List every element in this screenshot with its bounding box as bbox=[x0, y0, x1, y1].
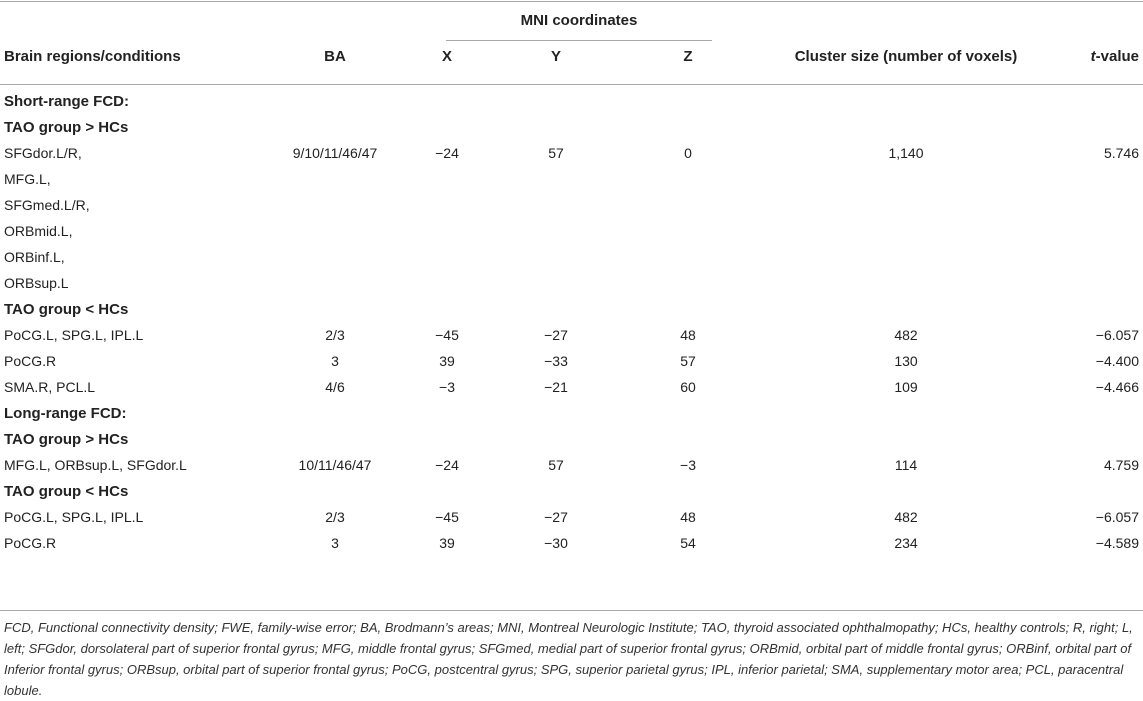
cell-t-value: −4.466 bbox=[1095, 379, 1139, 395]
cell-mni-y: −21 bbox=[544, 379, 568, 395]
cell-t-value: −6.057 bbox=[1095, 509, 1139, 525]
cell-ba: 10/11/46/47 bbox=[298, 457, 372, 473]
cell-region: ORBmid.L, bbox=[4, 223, 73, 239]
header-ba: BA bbox=[324, 48, 346, 65]
cell-region: ORBinf.L, bbox=[4, 249, 65, 265]
header-bottom-rule bbox=[0, 84, 1143, 85]
table-row bbox=[0, 375, 1143, 401]
header-y: Y bbox=[550, 48, 561, 65]
cell-cluster-size: 114 bbox=[894, 457, 918, 473]
section-heading-row bbox=[0, 401, 1143, 427]
table-row bbox=[0, 245, 1143, 271]
cell-cluster-size: 482 bbox=[894, 327, 918, 343]
cell-region: Short-range FCD: bbox=[4, 93, 129, 110]
cell-mni-z: −3 bbox=[680, 457, 696, 473]
cell-mni-x: −3 bbox=[439, 379, 455, 395]
header-t-italic: t bbox=[1090, 48, 1096, 65]
mni-group-rule bbox=[446, 40, 712, 41]
cell-region: TAO group > HCs bbox=[4, 119, 129, 136]
cell-mni-z: 0 bbox=[684, 145, 692, 161]
cell-mni-x: 39 bbox=[439, 535, 455, 551]
cell-ba: 2/3 bbox=[325, 509, 345, 525]
cell-cluster-size: 1,140 bbox=[888, 145, 924, 161]
table-footnote: FCD, Functional connectivity density; FWE, family-wise error; BA, Brodmann’s areas; MNI, Montreal Neurologic Institute; TAO, thyroid associated ophthalmopathy; HCs, healthy controls; R, right; L, left; SFGdor, dorsolateral part of superior frontal gyrus; MFG, middle frontal gyrus; SFGmed, medial part of superior frontal gyrus; ORBmid, orbital part of middle frontal gyrus; ORBinf, orbital part of Inferior frontal gyrus; ORBsup, orbital part of superior frontal gyrus; PoCG, postcentral gyrus; SPG, superior parietal gyrus; IPL, inferior parietal; SMA, supplementary motor area; PCL, paracentral lobule. bbox=[4, 620, 1133, 698]
cell-ba: 9/10/11/46/47 bbox=[292, 145, 378, 161]
cell-mni-z: 48 bbox=[680, 509, 696, 525]
table-top-rule bbox=[0, 1, 1143, 2]
cell-region: TAO group > HCs bbox=[4, 431, 129, 448]
header-x: X bbox=[441, 48, 452, 65]
section-heading-row bbox=[0, 115, 1143, 141]
cell-region: MFG.L, bbox=[4, 171, 51, 187]
cell-mni-z: 48 bbox=[680, 327, 696, 343]
cell-region: PoCG.L, SPG.L, IPL.L bbox=[4, 509, 144, 525]
table-bottom-rule bbox=[0, 610, 1143, 611]
cell-ba: 3 bbox=[331, 535, 339, 551]
cell-mni-x: −45 bbox=[435, 327, 459, 343]
cell-region: PoCG.R bbox=[4, 353, 57, 369]
cell-region: PoCG.R bbox=[4, 535, 57, 551]
cell-region: TAO group < HCs bbox=[4, 483, 129, 500]
cell-ba: 3 bbox=[331, 353, 339, 369]
header-brain-regions: Brain regions/conditions bbox=[4, 48, 181, 65]
table-row bbox=[0, 505, 1143, 531]
table-row bbox=[0, 193, 1143, 219]
cell-ba: 4/6 bbox=[325, 379, 345, 395]
cell-ba: 2/3 bbox=[325, 327, 345, 343]
cell-mni-x: −24 bbox=[435, 145, 459, 161]
table-row bbox=[0, 219, 1143, 245]
cell-mni-y: −30 bbox=[544, 535, 568, 551]
section-heading-row bbox=[0, 89, 1143, 115]
cell-mni-x: −24 bbox=[435, 457, 459, 473]
table-row bbox=[0, 349, 1143, 375]
table-row bbox=[0, 531, 1143, 557]
cell-region: MFG.L, ORBsup.L, SFGdor.L bbox=[4, 457, 187, 473]
cell-mni-y: −27 bbox=[544, 509, 568, 525]
cell-region: SFGmed.L/R, bbox=[4, 197, 90, 213]
cell-mni-x: 39 bbox=[439, 353, 455, 369]
cell-t-value: −4.400 bbox=[1095, 353, 1139, 369]
cell-mni-z: 57 bbox=[680, 353, 696, 369]
cell-region: ORBsup.L bbox=[4, 275, 69, 291]
cell-t-value: 5.746 bbox=[1103, 145, 1139, 161]
header-t-value bbox=[1091, 48, 1139, 65]
cell-t-value: −6.057 bbox=[1095, 327, 1139, 343]
cell-mni-x: −45 bbox=[435, 509, 459, 525]
cell-mni-y: −27 bbox=[544, 327, 568, 343]
cell-region: PoCG.L, SPG.L, IPL.L bbox=[4, 327, 144, 343]
cell-mni-z: 54 bbox=[680, 535, 696, 551]
cell-mni-y: 57 bbox=[548, 145, 564, 161]
cell-t-value: 4.759 bbox=[1103, 457, 1139, 473]
section-heading-row bbox=[0, 297, 1143, 323]
header-t-rest: -value bbox=[1095, 48, 1139, 65]
header-cluster-size: Cluster size (number of voxels) bbox=[794, 48, 1018, 65]
cell-region: TAO group < HCs bbox=[4, 301, 129, 318]
cell-region: SMA.R, PCL.L bbox=[4, 379, 96, 395]
cell-mni-y: 57 bbox=[548, 457, 564, 473]
table-row bbox=[0, 271, 1143, 297]
mni-coordinates-header: MNI coordinates bbox=[520, 12, 638, 29]
cell-t-value: −4.589 bbox=[1095, 535, 1139, 551]
section-heading-row bbox=[0, 427, 1143, 453]
cell-region: SFGdor.L/R, bbox=[4, 145, 82, 161]
cell-cluster-size: 482 bbox=[894, 509, 918, 525]
cell-mni-z: 60 bbox=[680, 379, 696, 395]
header-z: Z bbox=[683, 48, 693, 65]
table-row bbox=[0, 323, 1143, 349]
cell-cluster-size: 130 bbox=[894, 353, 918, 369]
cell-cluster-size: 234 bbox=[894, 535, 918, 551]
table-row bbox=[0, 453, 1143, 479]
cell-region: Long-range FCD: bbox=[4, 405, 127, 422]
cell-cluster-size: 109 bbox=[894, 379, 918, 395]
section-heading-row bbox=[0, 479, 1143, 505]
table-row bbox=[0, 167, 1143, 193]
cell-mni-y: −33 bbox=[544, 353, 568, 369]
table-row bbox=[0, 141, 1143, 167]
